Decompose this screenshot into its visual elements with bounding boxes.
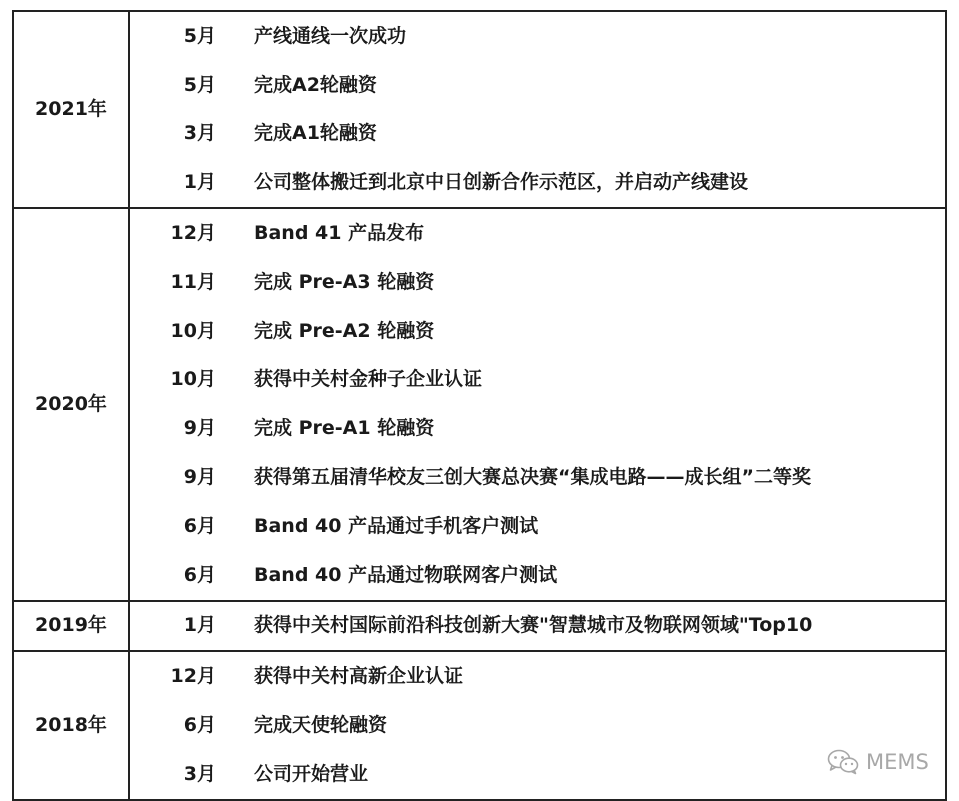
- event-description: 完成A1轮融资: [254, 122, 377, 145]
- event-row: [130, 209, 945, 258]
- year-label: 2019年: [13, 601, 129, 652]
- event-description: 公司开始营业: [254, 762, 369, 785]
- event-list: [129, 208, 946, 600]
- event-month: 5月: [183, 73, 216, 96]
- event-month: 10月: [170, 368, 216, 391]
- year-row: [13, 208, 946, 600]
- event-description: Band 41 产品发布: [254, 222, 425, 245]
- event-month: 6月: [183, 563, 216, 586]
- event-month: 3月: [183, 122, 216, 145]
- event-month: 12月: [170, 222, 216, 245]
- event-list: [129, 601, 946, 652]
- event-row: [130, 701, 945, 750]
- year-label: 2021年: [13, 11, 129, 208]
- watermark: [826, 748, 929, 776]
- event-description: Band 40 产品通过手机客户测试: [254, 514, 539, 537]
- event-month: 3月: [183, 762, 216, 785]
- watermark-text: MEMS: [866, 750, 929, 774]
- event-row: [130, 356, 945, 405]
- timeline-table: [12, 10, 947, 801]
- year-label: 2018年: [13, 651, 129, 799]
- event-description: 完成 Pre-A1 轮融资: [254, 417, 435, 440]
- event-row: [130, 602, 945, 651]
- event-row: [130, 404, 945, 453]
- event-row: [130, 551, 945, 600]
- event-description: 公司整体搬迁到北京中日创新合作示范区，并启动产线建设: [254, 171, 749, 194]
- event-month: 6月: [183, 514, 216, 537]
- event-month: 11月: [170, 270, 216, 293]
- event-description: 获得第五届清华校友三创大赛总决赛“集成电路——成长组”二等奖: [254, 466, 811, 489]
- event-row: [130, 502, 945, 551]
- event-description: 完成 Pre-A2 轮融资: [254, 319, 435, 342]
- year-row: [13, 601, 946, 652]
- event-month: 6月: [183, 714, 216, 737]
- wechat-icon: [826, 748, 860, 776]
- year-label: 2020年: [13, 208, 129, 600]
- event-description: 获得中关村金种子企业认证: [254, 368, 483, 391]
- event-description: 完成天使轮融资: [254, 714, 388, 737]
- event-description: 产线通线一次成功: [254, 24, 407, 47]
- event-description: 完成 Pre-A3 轮融资: [254, 270, 435, 293]
- event-list: [129, 11, 946, 208]
- event-description: 获得中关村国际前沿科技创新大赛"智慧城市及物联网领域"Top10: [254, 614, 813, 637]
- event-month: 9月: [183, 466, 216, 489]
- event-month: 12月: [170, 665, 216, 688]
- event-list: [129, 651, 946, 799]
- event-month: 1月: [183, 171, 216, 194]
- event-month: 5月: [183, 24, 216, 47]
- event-row: [130, 652, 945, 701]
- event-row: [130, 258, 945, 307]
- event-month: 9月: [183, 417, 216, 440]
- event-row: [130, 12, 945, 61]
- event-month: 10月: [170, 319, 216, 342]
- event-description: 完成A2轮融资: [254, 73, 377, 96]
- event-description: Band 40 产品通过物联网客户测试: [254, 563, 558, 586]
- event-description: 获得中关村高新企业认证: [254, 665, 464, 688]
- event-row: [130, 61, 945, 110]
- event-row: [130, 453, 945, 502]
- year-row: [13, 651, 946, 799]
- event-row: [130, 158, 945, 207]
- event-row: [130, 750, 945, 799]
- event-row: [130, 110, 945, 159]
- event-month: 1月: [183, 614, 216, 637]
- event-row: [130, 307, 945, 356]
- year-row: [13, 11, 946, 208]
